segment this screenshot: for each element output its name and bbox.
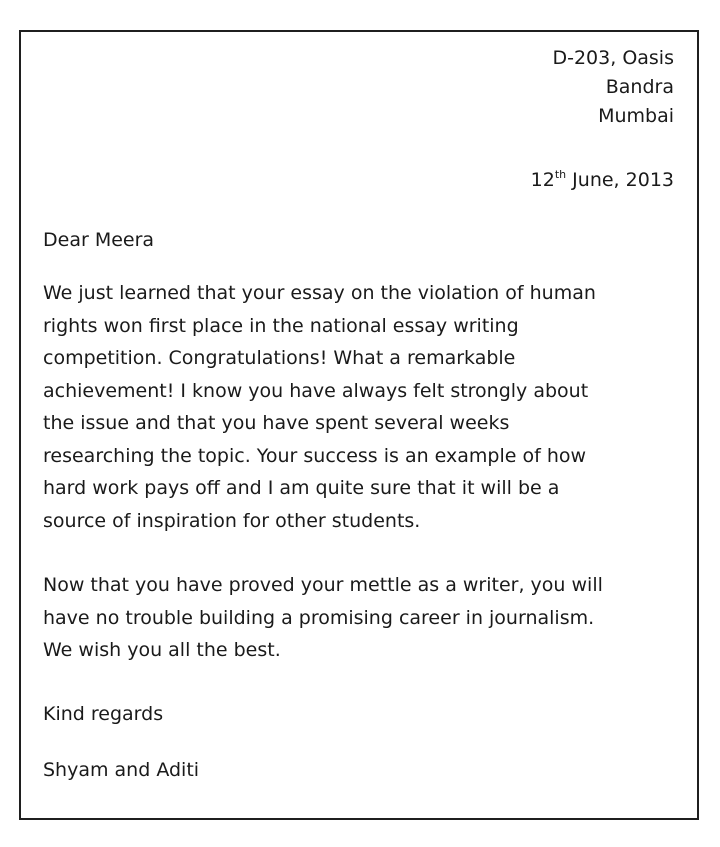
letter-frame — [19, 30, 699, 820]
paragraph-1 — [43, 277, 683, 537]
paragraph-1-line: rights won first place in the national essay writing — [43, 314, 519, 337]
salutation: Dear Meera — [43, 229, 155, 251]
closing: Kind regards — [43, 703, 164, 725]
paragraph-2 — [43, 569, 683, 667]
paragraph-2-line: We wish you all the best. — [43, 639, 281, 661]
paragraph-1-line: researching the topic. Your success is an example of how — [43, 444, 587, 467]
address-line-3: Mumbai — [598, 105, 674, 127]
date-day: 12 — [530, 169, 555, 191]
paragraph-1-line: We just learned that your essay on the violation of human — [43, 282, 596, 304]
paragraph-2-line: Now that you have proved your mettle as a writer, you will — [43, 574, 603, 596]
paragraph-1-line: source of inspiration for other students. — [43, 509, 421, 532]
paragraph-1-line: hard work pays off and I am quite sure that it will be a — [43, 477, 560, 499]
signature: Shyam and Aditi — [43, 759, 200, 781]
paragraph-1-line: achievement! I know you have always felt strongly about — [43, 379, 589, 402]
sender-address — [552, 44, 674, 131]
paragraph-1-line: the issue and that you have spent several weeks — [43, 412, 510, 434]
address-line-1: D-203, Oasis — [552, 47, 674, 69]
date-suffix: th — [554, 167, 567, 181]
address-line-2: Bandra — [605, 76, 674, 98]
paragraph-1-line: competition. Congratulations! What a remarkable — [43, 347, 516, 369]
paragraph-2-line: have no trouble building a promising career in journalism. — [43, 606, 595, 629]
letter-date — [531, 166, 674, 195]
date-month-year: June, 2013 — [566, 169, 674, 191]
